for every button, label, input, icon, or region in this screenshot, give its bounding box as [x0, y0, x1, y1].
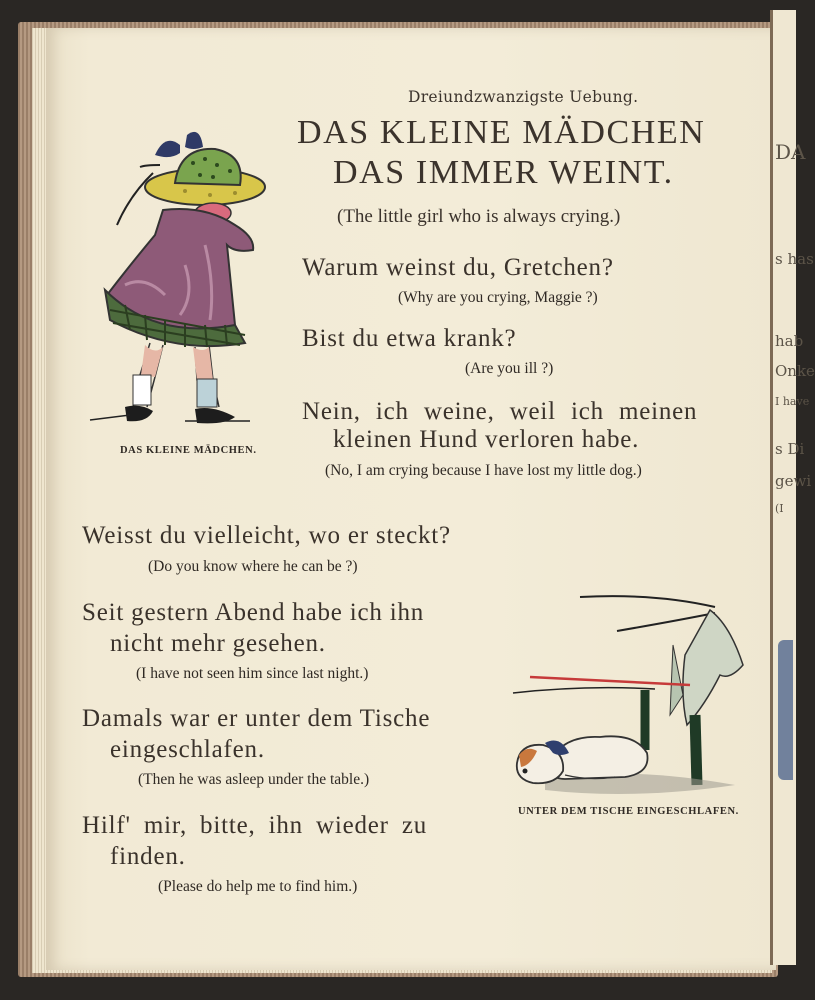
dog-caption: UNTER DEM TISCHE EINGESCHLAFEN. [518, 806, 739, 817]
next-page-fragment: hab [775, 332, 804, 350]
next-page-illustration-fragment [778, 640, 793, 780]
dialogue-german: nicht mehr gesehen. [110, 630, 326, 657]
next-page-fragment: Onke [775, 362, 815, 380]
dog-under-table-illustration [505, 585, 755, 800]
next-page-fragment: (I [775, 502, 784, 515]
dialogue-german: Hilf' mir, bitte, ihn wieder zu [82, 812, 428, 839]
girl-illustration [85, 125, 285, 445]
dialogue-german: Seit gestern Abend habe ich ihn [82, 599, 425, 626]
next-page-fragment: s has [775, 250, 814, 268]
next-page-fragment: DA [775, 140, 806, 164]
dialogue-english: (Then he was asleep under the table.) [138, 771, 370, 788]
dialogue-english: (Are you ill ?) [465, 360, 554, 377]
dialogue-german: kleinen Hund verloren habe. [333, 426, 640, 453]
dialogue-german: Bist du etwa krank? [302, 325, 517, 352]
title-translation: (The little girl who is always crying.) [337, 206, 621, 227]
next-page-fragment: I have [775, 395, 810, 408]
girl-caption: DAS KLEINE MÄDCHEN. [120, 445, 257, 456]
dialogue-english: (Please do help me to find him.) [158, 878, 358, 895]
dialogue-english: (No, I am crying because I have lost my little dog.) [325, 462, 642, 479]
dialogue-german: Weisst du vielleicht, wo er steckt? [82, 522, 451, 549]
page-title-line1: DAS KLEINE MÄDCHEN [297, 114, 706, 151]
next-page-fragment: gewi [775, 472, 812, 490]
dialogue-english: (I have not seen him since last night.) [136, 665, 369, 682]
dialogue-english: (Do you know where he can be ?) [148, 558, 358, 575]
lesson-heading: Dreiundzwanzigste Uebung. [408, 88, 639, 106]
dialogue-german: finden. [110, 843, 186, 870]
next-page-edge [770, 10, 815, 965]
dialogue-english: (Why are you crying, Maggie ?) [398, 289, 598, 306]
dialogue-german: eingeschlafen. [110, 736, 265, 763]
dialogue-german: Damals war er unter dem Tische [82, 705, 431, 732]
dialogue-german: Nein, ich weine, weil ich meinen [302, 398, 698, 425]
page-title-line2: DAS IMMER WEINT. [333, 154, 674, 191]
dialogue-german: Warum weinst du, Gretchen? [302, 254, 614, 281]
next-page-fragment: s Di [775, 440, 805, 458]
